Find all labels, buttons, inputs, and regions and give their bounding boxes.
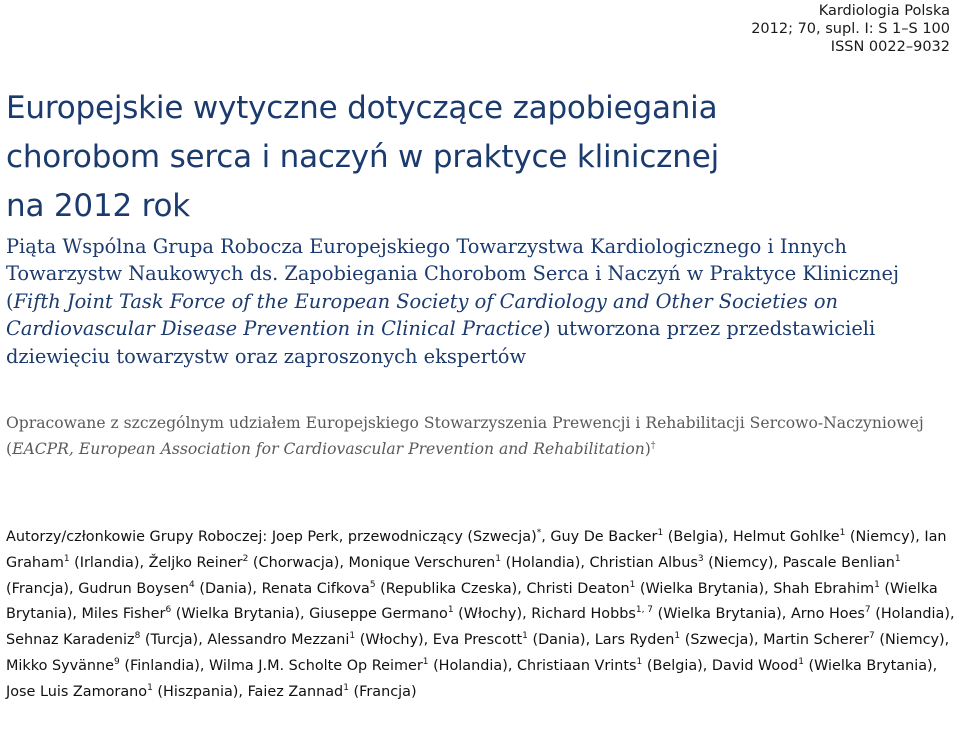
author-entry — [712, 658, 933, 674]
author-entry — [595, 632, 754, 648]
author-entry — [6, 632, 198, 648]
journal-issn: ISSN 0022–9032 — [830, 39, 950, 55]
author-affiliation-number: 1 — [522, 631, 528, 642]
author-name: Richard Hobbs — [531, 606, 636, 623]
author-country: (Holandia) — [505, 554, 581, 571]
subtitle-english-name: Fifth Joint Task Force of the European Society of Cardiology and Other Societies on Cardiovascular Disease Prevention in Clinical Practice — [6, 289, 838, 341]
author-affiliation-number: 2 — [242, 553, 249, 564]
author-name: Sehnaz Karadeniz — [6, 632, 135, 649]
author-affiliation-number: 6 — [165, 605, 172, 616]
author-country: (Niemcy) — [708, 554, 774, 571]
author-country: (Szwecja) — [467, 529, 537, 545]
author-entry — [517, 658, 703, 674]
author-entry — [248, 684, 417, 700]
task-force-subtitle — [6, 233, 956, 370]
journal-header — [751, 2, 950, 56]
author-entry — [349, 555, 581, 571]
journal-citation: 2012; 70, supl. I: S 1–S 100 — [751, 21, 950, 37]
author-name: Pascale Benlian — [782, 554, 895, 571]
author-entry — [763, 632, 945, 648]
author-affiliation-number: 8 — [134, 631, 141, 642]
author-affiliation-number: 1 — [63, 553, 70, 564]
author-affiliation-number: 1 — [798, 656, 804, 667]
title-line-3: na 2012 rok — [6, 188, 191, 224]
author-country: (Dania) — [199, 580, 253, 597]
journal-name: Kardiologia Polska — [818, 3, 950, 19]
author-affiliation-number: 3 — [697, 553, 704, 564]
author-country: (Republika Czeska) — [380, 580, 518, 597]
author-affiliation-number: 1 — [657, 528, 664, 538]
author-affiliation-number: 1 — [349, 631, 356, 642]
author-entry — [526, 581, 764, 597]
author-entry — [78, 581, 252, 597]
author-country: (Finlandia) — [124, 657, 200, 674]
note-dagger: † — [650, 441, 656, 451]
author-list: Joep Perk, przewodniczący (Szwecja)*, Guy De Backer$^1$ (Belgia), Helmut Gohlke$^1$ (Niemcy), Ian Graham$^1$ (Irlandia), Željko Reiner$^2$ (Chorwacja), Monique Verschuren$^1$ (Holandia), Christian Albus$^3$ (Niemcy), Pascale Benlian$^1$ (Francja), Gudrun Boysen$^4$ (Dania), Renata Cifkova$^5$ (Republika Czeska), Christi Deaton$^1$ (Wielka Brytania), Shah Ebrahim$^1$ (Wielka Brytania), Miles Fisher$^6$ (Wielka Brytania), Giuseppe Germano$^1$ (Włochy), Richard Hobbs$^{1, 7}$ (Wielka Brytania), Arno Hoes$^7$ (Holandia), Sehnaz Karadeniz$^8$ (Turcja), Alessandro Mezzani$^1$ (Włochy), Eva Prescott$^1$ (Dania), Lars Ryden$^1$ (Szwecja), Martin Scherer$^7$ (Niemcy), Mikko Syvänne$^9$ (Finlandia), Wilma J.M. Scholte Op Reimer$^1$ (Holandia), Christiaan Vrints$^1$ (Belgia), David Wood$^1$ (Wielka Brytania), Jose Luis Zamorano$^1$ (Hiszpania), Faiez Zannad$^1$ (Francja) — [6, 528, 955, 700]
author-name: Shah Ebrahim — [773, 580, 875, 597]
author-affiliation-number: 1 — [422, 656, 429, 667]
authors-paragraph — [6, 525, 956, 706]
author-entry — [589, 555, 773, 571]
author-name: Renata Cifkova — [261, 580, 370, 597]
author-country: (Holandia) — [875, 606, 950, 623]
note-text-b: ) — [644, 440, 651, 458]
author-footnote-mark: * — [536, 528, 542, 538]
author-entry — [433, 632, 586, 648]
author-entry — [209, 658, 508, 674]
author-name: Alessandro Mezzani — [207, 632, 350, 649]
author-affiliation-number: 1 — [447, 605, 454, 616]
author-affiliation-number: 9 — [114, 656, 120, 667]
author-entry — [733, 529, 915, 545]
author-entry — [207, 632, 423, 648]
author-name: Miles Fisher — [81, 606, 166, 623]
author-country: (Francja) — [353, 683, 417, 700]
author-affiliation-number: 1 — [147, 682, 153, 693]
author-affiliation-number: 7 — [864, 605, 871, 616]
author-affiliation-number: 7 — [869, 631, 875, 642]
author-country: (Irlandia) — [74, 554, 140, 571]
author-country: (Wielka Brytania) — [808, 657, 933, 674]
author-country: (Holandia) — [433, 657, 508, 674]
title-line-1: Europejskie wytyczne dotyczące zapobiegania — [6, 90, 718, 126]
author-name: Jose Luis Zamorano — [6, 683, 148, 700]
author-name: Gudrun Boysen — [78, 580, 190, 597]
author-affiliation-number: 5 — [369, 579, 376, 590]
author-country: (Niemcy) — [879, 632, 945, 649]
author-name: David Wood — [711, 657, 799, 674]
author-name: Christi Deaton — [526, 580, 630, 597]
author-name: Lars Ryden — [594, 632, 675, 649]
author-name: Guy De Backer — [550, 529, 658, 545]
author-name: Monique Verschuren — [348, 554, 496, 571]
author-affiliation-number: 1 — [629, 579, 636, 590]
author-entry — [272, 529, 541, 545]
authors-label: Autorzy/członkowie Grupy Roboczej: — [6, 529, 268, 545]
author-entry — [149, 555, 340, 571]
author-entry — [531, 606, 782, 622]
author-country: (Szwecja) — [684, 632, 754, 649]
author-name: Joep Perk, przewodniczący — [271, 529, 463, 545]
subtitle-text-b: ) utworzona przez przedstawicieli dziewięciu towarzystw oraz zaproszonych ekspertów — [6, 317, 876, 368]
note-text-a: Opracowane z szczególnym udziałem Europejskiego Stowarzyszenia Prewencji i Rehabilitacji Sercowo-Naczyniowej ( — [6, 414, 924, 458]
document-title — [6, 84, 956, 231]
author-name: Mikko Syvänne — [6, 657, 115, 674]
author-entry — [262, 581, 518, 597]
author-entry — [6, 658, 200, 674]
subtitle-text-a: Piąta Wspólna Grupa Robocza Europejskiego Towarzystwa Kardiologicznego i Innych Towarzystw Naukowych ds. Zapobiegania Chorobom Serca i Naczyń w Praktyce Klinicznej ( — [6, 235, 900, 313]
author-name: Christiaan Vrints — [516, 657, 637, 674]
author-country: (Wielka Brytania) — [6, 580, 938, 623]
author-affiliation-number: 1 — [495, 553, 501, 564]
author-affiliation-number: 1 — [343, 682, 349, 693]
author-entry — [6, 684, 238, 700]
author-entry — [550, 529, 723, 545]
author-country: (Wielka Brytania) — [657, 606, 782, 623]
author-country: (Wielka Brytania) — [175, 606, 300, 623]
author-affiliation-number: 1 — [636, 656, 643, 667]
author-name: Giuseppe Germano — [309, 606, 448, 623]
author-entry — [81, 606, 299, 622]
author-country: (Chorwacja) — [252, 554, 340, 571]
author-country: (Włochy) — [359, 632, 424, 649]
author-name: Eva Prescott — [432, 632, 523, 649]
note-english-name: EACPR, European Association for Cardiovascular Prevention and Rehabilitation — [12, 440, 645, 458]
author-country: (Dania) — [532, 632, 586, 649]
title-line-2: chorobom serca i naczyń w praktyce klinicznej — [6, 139, 719, 175]
author-affiliation-number: 1, 7 — [635, 605, 654, 616]
author-country: (Belgia) — [646, 657, 703, 674]
author-country: (Turcja) — [144, 632, 199, 649]
author-name: Christian Albus — [589, 554, 698, 571]
author-name: Martin Scherer — [763, 632, 870, 649]
author-affiliation-number: 4 — [189, 579, 195, 590]
author-affiliation-number: 1 — [839, 528, 846, 538]
author-affiliation-number: 1 — [674, 631, 681, 642]
author-entry — [309, 606, 522, 622]
author-affiliation-number: 1 — [874, 579, 880, 590]
author-country: (Wielka Brytania) — [639, 580, 765, 597]
author-name: Željko Reiner — [148, 554, 243, 571]
author-country: (Belgia) — [667, 529, 724, 545]
author-name: Faiez Zannad — [247, 683, 344, 700]
author-name: Helmut Gohlke — [732, 529, 840, 545]
author-affiliation-number: 1 — [894, 553, 901, 564]
author-country: (Włochy) — [458, 606, 523, 623]
author-name: Arno Hoes — [790, 606, 865, 623]
author-country: (Francja) — [6, 580, 70, 597]
author-name: Wilma J.M. Scholte Op Reimer — [208, 657, 423, 674]
contribution-note — [6, 410, 956, 462]
author-country: (Hiszpania) — [157, 683, 239, 700]
author-country: (Niemcy) — [849, 529, 916, 545]
author-entry — [791, 606, 950, 622]
author-name: Ian Graham — [6, 529, 947, 571]
